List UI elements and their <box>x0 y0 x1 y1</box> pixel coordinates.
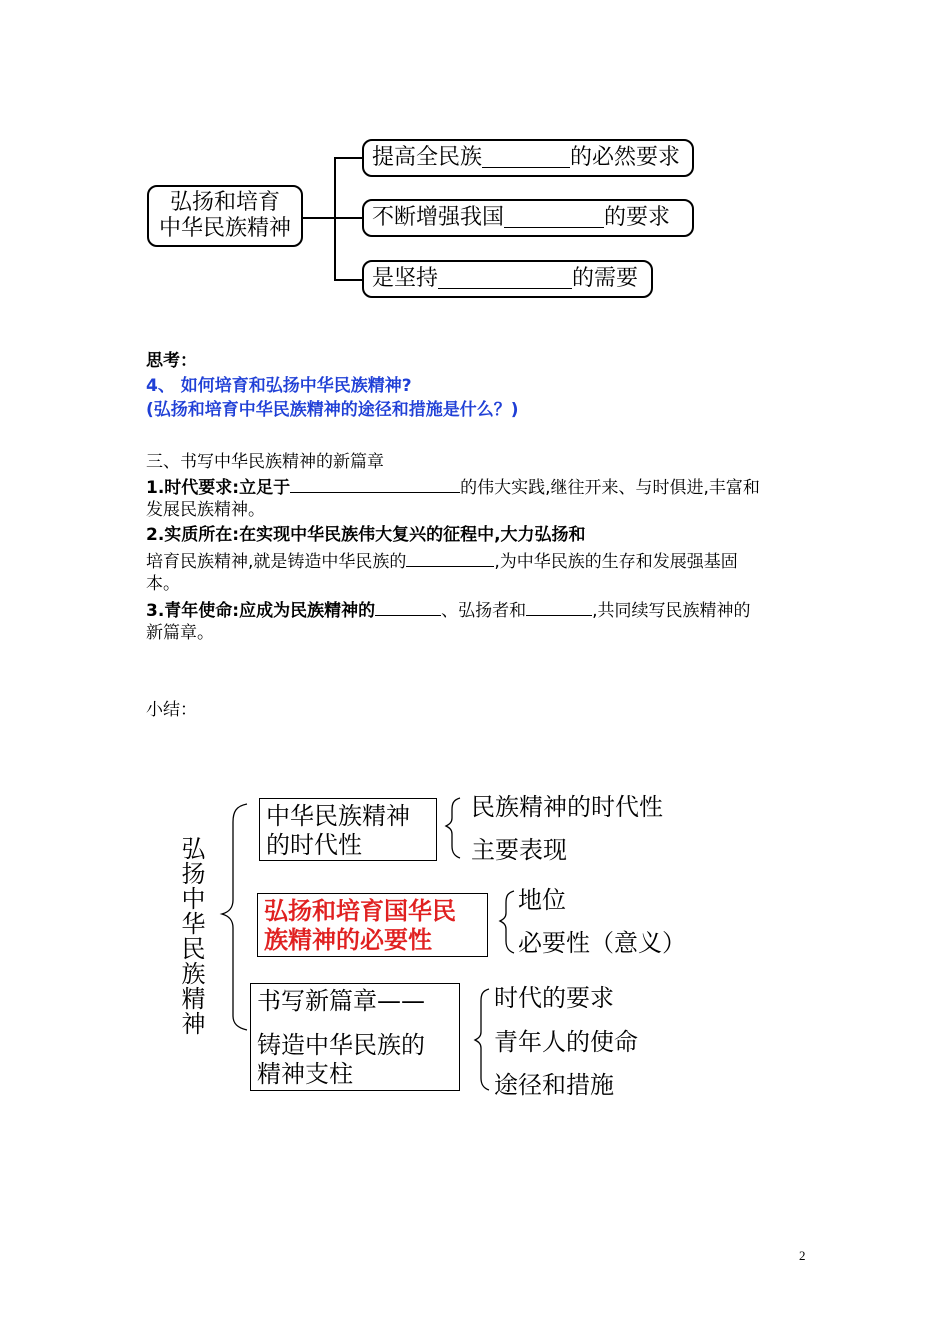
group3-line-1: 书写新篇章—— <box>257 987 425 1015</box>
p2-text-c: ,为中华民族的生存和发展强基固 <box>494 552 738 572</box>
group1-item-2: 主要表现 <box>471 836 567 864</box>
section3-p1-line2: 发展民族精神。 <box>146 500 265 520</box>
branch-2-prefix: 不断增强我国 <box>372 205 505 230</box>
branch-3-prefix: 是坚持 <box>372 266 439 291</box>
think-label: 思考： <box>146 351 197 371</box>
group3-line-2: 铸造中华民族的 <box>257 1031 425 1059</box>
root-line-1: 弘扬和培育 <box>169 190 280 215</box>
summary-group2-box <box>257 893 488 957</box>
group1-brace <box>446 798 460 858</box>
think-question-line-1: 4、 如何培育和弘扬中华民族精神? <box>146 376 412 396</box>
p1-text-b: 的伟大实践,继往开来、与时俱进,丰富和 <box>460 478 760 498</box>
group1-item-1: 民族精神的时代性 <box>471 793 663 821</box>
p2-text-b: 培育民族精神,就是铸造中华民族的 <box>146 552 407 572</box>
p2-text-a: 实质所在:在实现中华民族伟大复兴的征程中,大力弘扬和 <box>164 525 586 545</box>
p1-number: 1. <box>146 478 165 498</box>
p3-number: 3. <box>146 601 165 621</box>
group2-line-2: 族精神的必要性 <box>264 926 432 954</box>
section3-heading: 三、书写中华民族精神的新篇章 <box>146 452 384 472</box>
group3-brace <box>475 989 489 1090</box>
p1-text-a: 时代要求:立足于 <box>164 478 291 498</box>
group1-line-1: 中华民族精神 <box>266 802 410 830</box>
section3-p3-line2: 新篇章。 <box>146 623 214 643</box>
group2-brace <box>500 891 514 953</box>
group2-item-1: 地位 <box>518 886 566 914</box>
summary-group3-box <box>250 983 460 1091</box>
group3-item-3: 途径和措施 <box>494 1071 614 1099</box>
summary-label: 小结： <box>146 700 197 720</box>
p3-text-c: ,共同续写民族精神的 <box>592 601 751 621</box>
section3-p2-line3: 本。 <box>146 574 180 594</box>
p3-text-a: 青年使命:应成为民族精神的 <box>164 601 376 621</box>
group1-line-2: 的时代性 <box>266 831 362 859</box>
group2-line-1: 弘扬和培育国华民 <box>264 897 456 925</box>
branch-2-suffix: 的要求 <box>604 205 671 230</box>
branch-1-suffix: 的必然要求 <box>570 145 681 170</box>
think-question-line-2: (弘扬和培育中华民族精神的途径和措施是什么？) <box>146 400 519 420</box>
main-brace <box>222 804 247 1030</box>
branch-3-suffix: 的需要 <box>572 266 639 291</box>
page-number: 2 <box>799 1248 806 1263</box>
group3-item-1: 时代的要求 <box>494 984 614 1012</box>
p2-number: 2. <box>146 525 165 545</box>
summary-group1-box <box>259 798 437 861</box>
group2-item-2: 必要性（意义） <box>518 929 686 957</box>
summary-vertical-title: 弘扬中华民族精神 <box>177 836 205 1036</box>
branch-1-prefix: 提高全民族 <box>372 145 483 170</box>
group3-line-3: 精神支柱 <box>257 1060 353 1088</box>
p3-text-b: 、弘扬者和 <box>441 601 527 621</box>
root-line-2: 中华民族精神 <box>158 216 291 241</box>
group3-item-2: 青年人的使命 <box>494 1028 638 1056</box>
